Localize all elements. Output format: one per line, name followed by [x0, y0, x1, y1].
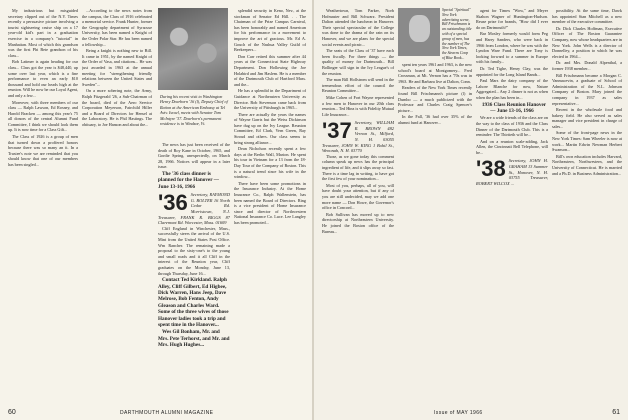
paragraph: The man Bill Hollstrom will send in the tremendous effort of the council the Reunion Committee... [322, 77, 394, 94]
magazine-footer: DARTHMOUTH ALUMNI MAGAZINE [120, 410, 214, 416]
paragraph: My industrious but misguided secretary clipped out of the N.Y. Times recently a persuasive picture involving a tourist sightseeing cruise ship on a 17 year-old kid's part in a graduation exercise in a company's "tutorial" in Manhattan. Most of which this grandson was the first Phi Bete grandson of his class... [8, 8, 78, 58]
issue-date: MAY 1966 [456, 410, 483, 416]
left-column-1 [8, 8, 78, 404]
frischmann-photo [398, 8, 440, 56]
page-number-right: 61 [612, 409, 620, 416]
paragraph: ...According to the news notes from the campus, the Class of 1916 celebrated a memorial service. Frank Hunter, former the Geography department of Syracuse University, has been named a Knight of the Order Polar Star. He has been named a fellowship... [82, 8, 152, 47]
paragraph: Bill's own education includes Harvard, Northeastern, Northwestern, and the University of Connecticut. He is married and a Ph.D. in Business Administration... [552, 153, 622, 176]
paragraph: And on a reunion scale-adding, Jack Allen, the Cincinnati Bell Telephone, will be... [476, 138, 548, 155]
paragraph: The news has just been received of the death of Roy Kane in October, 1965, and Gordie Spring, unexpectedly, on March 28, 1966. Notices will appear in a later issue. [158, 142, 230, 170]
paragraph: spent ten years 1961 and 1963, is the new school's board at Montgomery... Fred Crossman, at Mt. Vernon has a '70s was in 1963. He and Barbara live at Dalton, Conn. [398, 62, 472, 84]
class-year-38: '38 [476, 158, 506, 182]
paragraph: Paul Mars the dairy company of the Lahore Blanche for now, Nature Aggregated... Any 2 dinner is not as when when the plan has been in... [476, 78, 548, 100]
paragraph: Most of you, perhaps, all of you, will have doubt your attention, but if any of you are still undecided, may we add one more name — Don Howe, the Governor's office in Concord... [322, 182, 394, 211]
left-column-4 [234, 8, 306, 404]
paragraph: Readers of the New York Times recently found Bill Frischmann's picture (l) in Dumbo — a much publicized with the Professor and Charles Craig Spencer's picture... [398, 85, 472, 113]
paragraph: We are a wide friends of the class are on the way to the class of 1936 and the Class Dinner of the Dartmouth Club. This is a reminder: The Thirtieth will be... [476, 115, 548, 138]
paragraph: There are actually the years the names of Wayne Garris but the Weiss Dickinson have dug up on the Ivy League. Reunion Committee, Ed Clark, Vern Green, Ray Stroud and others. Our class seems to bring strong alliance... [234, 111, 306, 145]
page-number-left: 60 [8, 409, 16, 416]
paragraph: Bar Mosley formerly would form Peg and Harry Sanders, who were back in 1966 from London, where he was with the Lyndon Ware Fund. There are Tony is looking forward to a summer in Europe with his family... [476, 31, 548, 65]
dearborn-photo [158, 8, 228, 90]
paragraph: agent for Timex "Wow," and Meyer Skahon Wagner of Huntington-Hudson. Reuse prize for brands, "How did I ever do on Dartmouth?" [476, 8, 548, 30]
paragraph: Cliff England in Winchester, Mass., successfully steers the arrival of the U.S. Mint from the United States Post Office. Wm Rancher. The remaining made a proposal to the sixty-one's to the young and small roads and it all Cliff in the interest of the Reunion year, Cliff graduates on the Monday, June 13, through Thursday, June 16... [158, 225, 230, 276]
right-column-2 [398, 62, 472, 402]
paragraph: Moreover, with three members of our class — Ralph Lawson, Ed Rosney, and Harold Bracken — among this year's 75 all donors of the central Alumni Fund Committee, I think we should look them up. It is now time for a Class Gift... [8, 99, 78, 133]
names-list: Wes Gil Bonham, Mr. and Mrs. Pete Terhorst, and Mr. and Mrs. Hugh Hughes... [158, 329, 230, 349]
paragraph: possibility. At the same time, Dawk has appointed Stan Mitchell as a new member of the executive committee. [552, 8, 622, 25]
right-column-3 [476, 8, 548, 404]
paragraph: Dr. Ted Tighe, Henry Clay, was the appointed for the Long Island Bands... [476, 65, 548, 77]
class-secretary-37: Secretary, WILLIAM R. BROWN 482 Vernon St., Milford, N. H. 03055 Treasurer, JOHN W. KING 1 Bohil St., Wenonah, N. H. 03770 [322, 120, 394, 154]
class-year-36: '36 [158, 192, 188, 216]
paragraph: The seats of the Class of '37 have each been fiscally. For three things — the quality of money for Dartmouth... Bill Bollinger will sign in the Ivy League's of the reunion. [322, 48, 394, 76]
paragraph: splendid security in Keno, Nev., at the stockman of Senator Ed Hill. . . The Chairman of the Prize Campus Carnival, has been honorably and named American for his performance in a movement to improve the art of gracious. Mr. Ed A. Gouch of the Nashua Valley Guild of Beekeepers... [234, 8, 306, 53]
paragraph: Dean Nicholson recently spent a few days at the Berlin Wall, Marion. He spent his tour in Vietnam for a 13 from the 18-Day Tour of the Company of Boston. This is a natural trend since his wife in the window... [234, 146, 306, 180]
class-year-37: '37 [322, 120, 352, 144]
paragraph: The Class of 1926 is a group of men that turned down a proffered honors because there was so many an it. In a Trustee's note we are reminded that you should know that one of our members has been singled... [8, 134, 78, 168]
issue-of-label: Issue of [434, 410, 455, 416]
paragraph: On a more sobering note, the Army, Ralph Fitzgerald '26, a Sub-Chairman of the board, died of the Aero Service Corporation Meyerson, Fairchild Hiller and a Board of Directors for Hensel at the Laboratory. He is Phil Hastings. The obituary, to Joe Hanson and about the... [82, 88, 152, 127]
paragraph: There have been some promotions in the Insurance Industry. At the Home Insurance Co., Ralph Wallenstein, has been named the Board of Directors. Ring is a vice president of Home Insurance since and director of Northwestern National Insurance Co. Luce. Lee Langley has been promoted... [234, 180, 306, 225]
paragraph: Bob Latimer is again heading for our class... Class got the year is $48,440, up some over last year, which is a fine performance to even an early $10 thousand and hold our heads high at the reunion. Will he now be our Loyal Agent, and only a few... [8, 59, 78, 98]
paragraph: Bob Sullivan has moved up to new directorship at Northeastern University. He joined the Boston office of the Bureau... [322, 211, 394, 234]
reunion-heading: The '36 class dinner is planned for the Hanover — June 13-16, 1966 [158, 170, 219, 190]
right-page [314, 0, 628, 420]
photo-caption-37: Special "Spiritual" New York advertising scene, Bill Frischmann is an outstanding title with of a special group of men, has the number of The New York Times, the Stearns Coop of Blue Book... [442, 8, 472, 60]
photo-caption: During his recent visit to Washington Henry Dearborn '16 (l), Deputy Chief of Ration at the American Embassy at Tel Aviv. Israel, meets with Senator Tom McIntyre '37. Dearborn's permanent residence is in Windsor, Vt. [160, 94, 228, 127]
paragraph: Mike Cohen of Fort Wayne represented a few men to Hanover in our 20th class reunion... Ted Hinz is with Fidelity Mutual Life Insurance... [322, 94, 394, 117]
issue-label [434, 410, 483, 416]
right-column-4 [552, 8, 622, 404]
paragraph: In the Fall, '36 had over 35% of the alumni fund at Hanover... [398, 114, 472, 125]
names-list: Contact Ted Kirkland. Ralph Alley, Cliff Gilbert, Ed Higbee, Dick Warren, Hans Jeep, Dave Melrose, Bob Fenton, Andy Gleason and Charles Ward. Some of the three wives of those Hanover ladies took a trip and spent time in the Hanover... [158, 277, 229, 328]
paragraph: Those, as we gone today this comment column speak up news has the principal ingredient of life, and it slips away so fast. There is a time lag in writing, to have got the first few of your nomination... [322, 153, 394, 182]
paragraph: Recent in the wholesale food and bakery field. He also served as sales manager and vice president in charge of sales... [552, 107, 622, 129]
class-secretary-36: Secretary, RAYMOND G. BOLTER 16 North Cedar Rd. Morristown, N.J. Treasurer, FRANK R. BIGGS 87 Claremont Rd. Worcester, Mass. 01609 [158, 192, 230, 226]
paragraph: Some of the front-page news in the New York Times: Sam Wheeler is now at work... Martin Edwin Newman Herbert Swanson... [552, 130, 622, 153]
paragraph: Bill Frischmann became a Morgan C. Vanmacevin, a graduate of School of Administration of the N.L. Johnson Company of Boston. Mary joined the company in 1937 as sales representative... [552, 72, 622, 106]
paragraph: Being a knight is nothing new to Bill. It came in 1951, by the named Knight of the Order of Vasa, and citations... He was just awarded in 1963 at the annual meeting for "strengthening friendly relations between the United States and Sweden"... [82, 48, 152, 87]
paragraph: Dr. and Mrs. Donald Alpenthal, a former 1938 member... [552, 60, 622, 71]
class-secretary-38: Secretary, JOHN H. GRAHAM 13 Summer St., Hanover, N. H. 03755 Treasurer, ROBERT WILCOX ... [476, 158, 548, 186]
right-column-1 [322, 8, 394, 404]
left-column-2 [82, 8, 152, 404]
paragraph: Don Carr retired this summer after 44 years at the Connecticut State Highway Department. Don Hollowing the Joe Holabird and Jim Haslem. He is a member of the Dartmouth Club of Hartford Mass. and the... [234, 53, 306, 87]
paragraph: Dr. Dick Charles Hoffman, Executive Officer of The Boston Guarantee Company, now whose headquarters are in New York. John Wells is a director of Donnelley, a position to which he was elected in 1964... [552, 25, 622, 59]
paragraph: Weathertown, Tom Parker, Norb Hofmaster and Bill Schwarz. President Dalton attended the luncheon in Hanover. Their special spectacular of the College was done to the drama of the rain on its Hanover, and we are plans for the special social events and picnic... [322, 8, 394, 47]
left-column-3 [158, 142, 230, 404]
reunion-heading-1936: 1936 Class Reunion Hanover — June 13-16, 1966 [481, 101, 547, 114]
paragraph: He has a splendid in the Department of Guidance at Northeastern University as Director. Bob Stevenson came back from the University of Pittsburgh in 1965... [234, 88, 306, 111]
